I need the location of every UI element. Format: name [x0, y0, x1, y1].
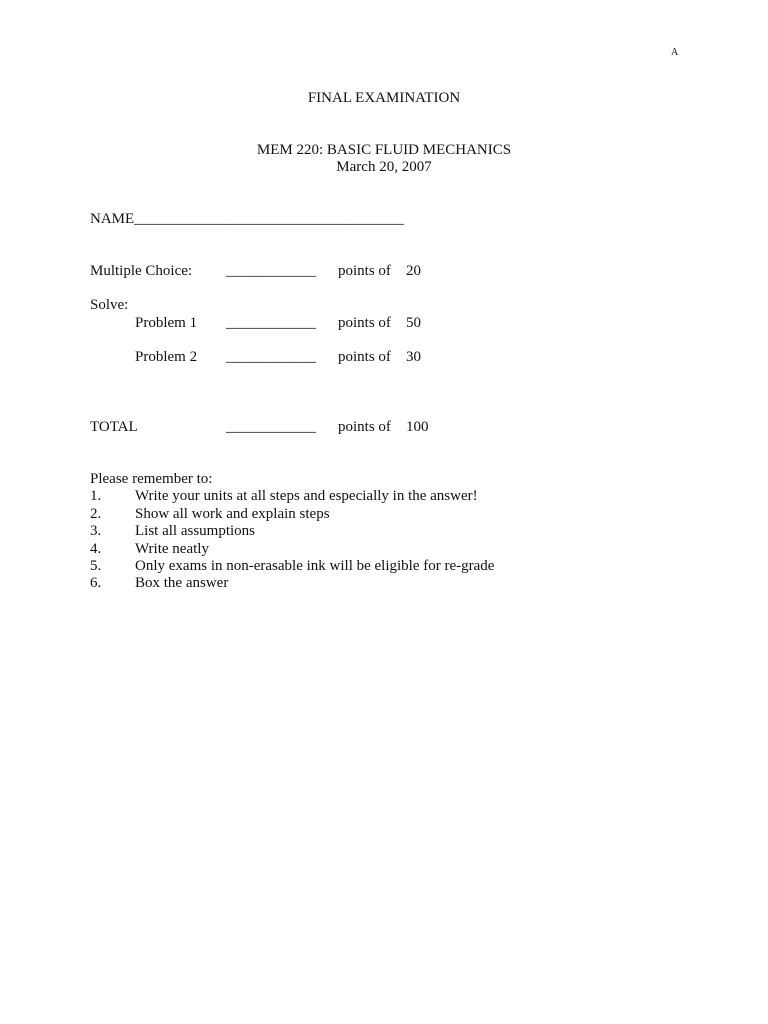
max-points: 100 — [406, 419, 429, 435]
page-marker: A — [671, 47, 679, 58]
reminders-heading: Please remember to: — [90, 471, 213, 487]
max-points: 50 — [406, 315, 421, 331]
score-label: TOTAL — [90, 419, 138, 435]
name-field: NAME____________________________________ — [90, 211, 405, 227]
solve-label: Solve: — [90, 297, 129, 313]
score-label: Problem 2 — [135, 349, 198, 365]
list-item-text: Write neatly — [135, 541, 209, 557]
list-item-number: 1. — [90, 488, 102, 504]
list-item-number: 5. — [90, 558, 102, 574]
points-of-label: points of — [338, 263, 391, 279]
list-item-text: Show all work and explain steps — [135, 506, 330, 522]
list-item-text: Write your units at all steps and especially in the answer! — [135, 488, 478, 504]
list-item-text: Box the answer — [135, 575, 229, 591]
exam-date: March 20, 2007 — [336, 159, 432, 175]
max-points: 30 — [406, 349, 421, 365]
score-blank: ____________ — [226, 419, 316, 435]
score-label: Multiple Choice: — [90, 263, 193, 279]
score-blank: ____________ — [226, 349, 316, 365]
points-of-label: points of — [338, 315, 391, 331]
list-item-text: Only exams in non-erasable ink will be eligible for re-grade — [135, 558, 495, 574]
score-label: Problem 1 — [135, 315, 198, 331]
list-item-number: 3. — [90, 523, 102, 539]
points-of-label: points of — [338, 419, 391, 435]
list-item-number: 6. — [90, 575, 102, 591]
course-title: MEM 220: BASIC FLUID MECHANICS — [256, 142, 512, 158]
score-blank: ____________ — [226, 263, 316, 279]
points-of-label: points of — [338, 349, 391, 365]
list-item-text: List all assumptions — [135, 523, 255, 539]
list-item-number: 4. — [90, 541, 102, 557]
score-blank: ____________ — [226, 315, 316, 331]
exam-title: FINAL EXAMINATION — [307, 90, 461, 106]
max-points: 20 — [406, 263, 421, 279]
list-item-number: 2. — [90, 506, 102, 522]
